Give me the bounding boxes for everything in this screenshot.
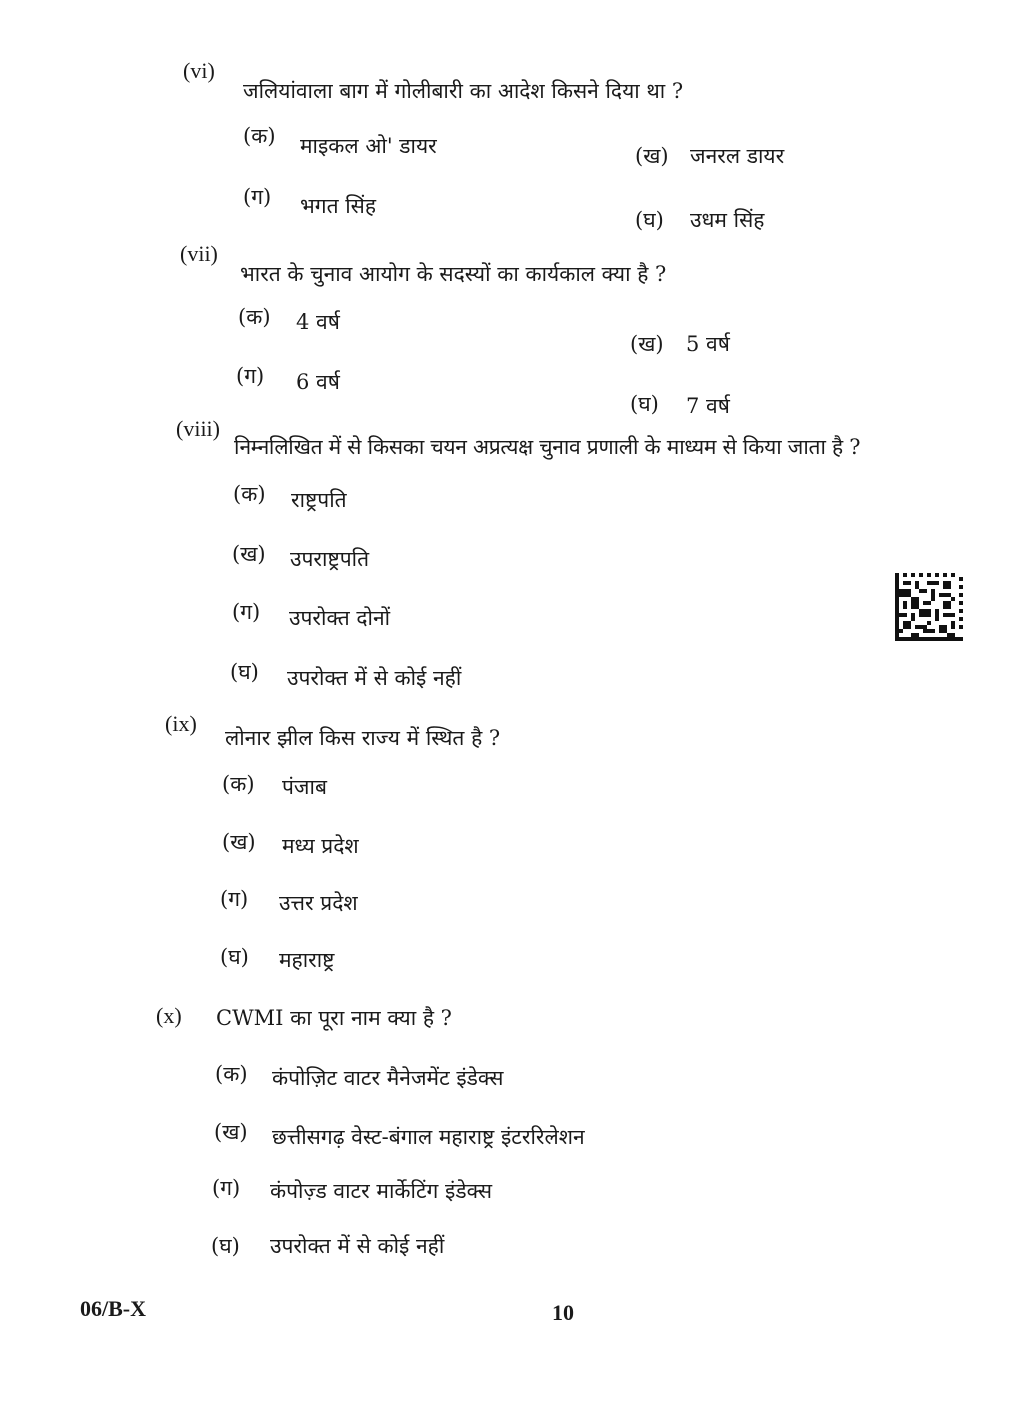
option-label: (ग) [220, 887, 249, 911]
option-label: (घ) [230, 660, 259, 684]
option-label: (क) [215, 1062, 248, 1086]
option-text: उत्तर प्रदेश [279, 891, 358, 915]
option-text: मध्य प्रदेश [282, 834, 359, 858]
option-text: 5 वर्ष [686, 332, 730, 356]
option-label: (ग) [232, 600, 261, 624]
option-text: कंपोज़िट वाटर मैनेजमेंट इंडेक्स [272, 1066, 504, 1090]
option-text: उपरोक्त में से कोई नहीं [270, 1234, 445, 1258]
option-text: जनरल डायर [690, 144, 785, 168]
option-text: 4 वर्ष [296, 310, 340, 334]
question-number: (vi) [183, 58, 215, 83]
option-text: भगत सिंह [300, 194, 377, 218]
question-text: भारत के चुनाव आयोग के सदस्यों का कार्यकाल क्या है ? [240, 262, 667, 286]
option-label: (ख) [232, 542, 266, 566]
option-text: छत्तीसगढ़ वेस्ट-बंगाल महाराष्ट्र इंटररिलेशन [272, 1125, 585, 1149]
option-text: राष्ट्रपति [291, 488, 347, 512]
option-label: (ग) [236, 364, 265, 388]
option-text: महाराष्ट्र [279, 948, 335, 972]
question-text: निम्नलिखित में से किसका चयन अप्रत्यक्ष चुनाव प्रणाली के माध्यम से किया जाता है ? [234, 435, 861, 459]
option-label: (ख) [214, 1120, 248, 1144]
option-text: उपरोक्त दोनों [289, 606, 391, 630]
option-text: कंपोज़्ड वाटर मार्केटिंग इंडेक्स [270, 1179, 493, 1203]
question-number: (vii) [180, 241, 218, 266]
option-label: (घ) [630, 392, 659, 416]
option-label: (घ) [220, 945, 249, 969]
option-text: पंजाब [282, 775, 327, 799]
option-text: उपराष्ट्रपति [290, 547, 370, 571]
option-label: (घ) [211, 1234, 240, 1258]
option-label: (ग) [212, 1176, 241, 1200]
page-number: 10 [552, 1300, 574, 1325]
option-text: 7 वर्ष [686, 394, 730, 418]
option-label: (क) [238, 305, 271, 329]
question-number: (x) [156, 1003, 182, 1028]
option-text: उपरोक्त में से कोई नहीं [287, 666, 462, 690]
option-label: (ख) [222, 830, 256, 854]
option-label: (क) [222, 772, 255, 796]
option-label: (ग) [243, 185, 272, 209]
option-label: (ख) [635, 144, 669, 168]
option-text: उधम सिंह [690, 208, 765, 232]
question-number: (ix) [165, 711, 197, 736]
option-label: (घ) [635, 208, 664, 232]
question-text: CWMI का पूरा नाम क्या है ? [216, 1006, 452, 1030]
question-number: (viii) [176, 416, 220, 441]
option-text: माइकल ओ' डायर [300, 134, 437, 158]
datamatrix-code-icon [895, 573, 963, 641]
option-label: (क) [243, 124, 276, 148]
option-label: (क) [233, 482, 266, 506]
option-text: 6 वर्ष [296, 370, 340, 394]
question-text: लोनार झील किस राज्य में स्थित है ? [225, 726, 501, 750]
paper-code: 06/B-X [80, 1296, 146, 1321]
option-label: (ख) [630, 332, 664, 356]
question-text: जलियांवाला बाग में गोलीबारी का आदेश किसने दिया था ? [243, 79, 684, 103]
